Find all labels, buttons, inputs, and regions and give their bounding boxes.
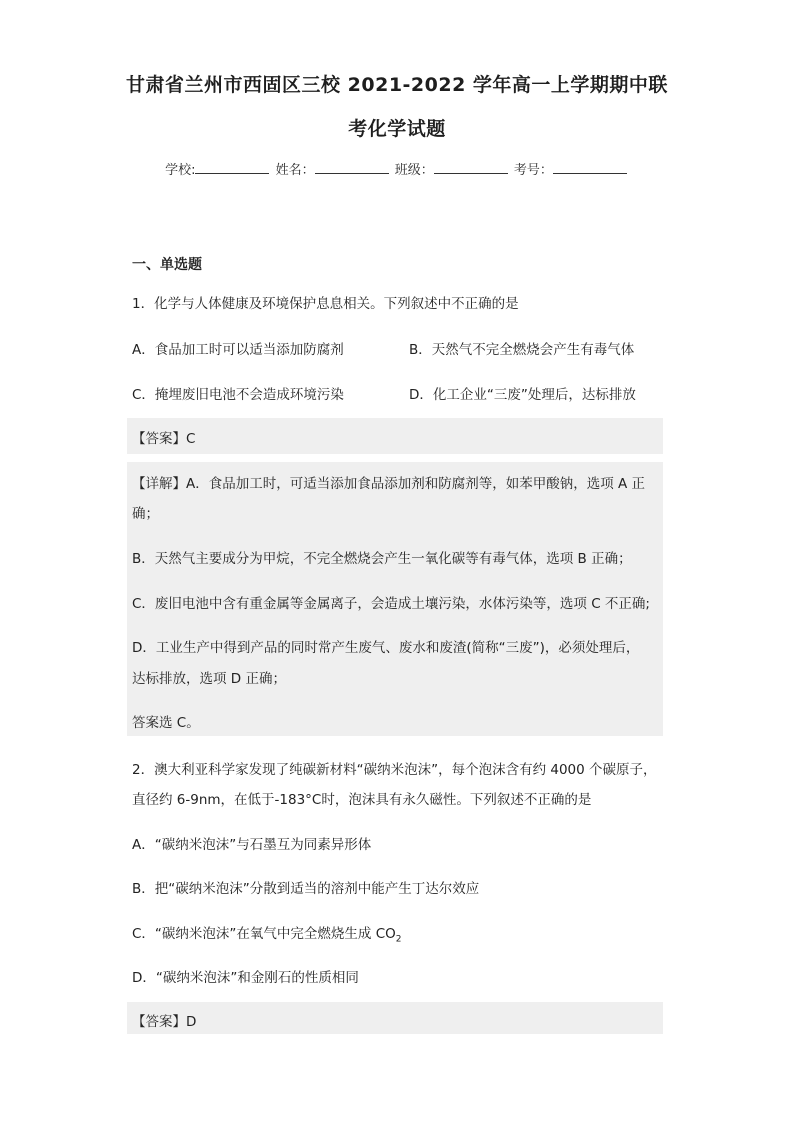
q2-answer-box (127, 1002, 663, 1034)
q1-detail-d-line1: D．工业生产中得到产品的同时常产生废气、废水和废渣(简称“三废”)，必须处理后， (132, 640, 640, 656)
q2-option-d: D．“碳纳米泡沫”和金刚石的性质相同 (132, 970, 359, 986)
q1-detail-d-line2: 达标排放，选项 D 正确； (132, 671, 286, 687)
q1-stem: 1．化学与人体健康及环境保护息息相关。下列叙述中不正确的是 (132, 296, 519, 312)
q1-detail-c: C．废旧电池中含有重金属等金属离子，会造成土壤污染，水体污染等，选项 C 不正确; (132, 596, 650, 612)
q1-detail-a-line1: 【详解】A．食品加工时，可适当添加食品添加剂和防腐剂等，如苯甲酸钠，选项 A 正 (132, 476, 646, 492)
q1-option-c: C．掩埋废旧电池不会造成环境污染 (132, 387, 344, 403)
q2-option-c (132, 922, 402, 945)
q1-conclusion: 答案选 C。 (132, 715, 200, 731)
q1-option-d: D．化工企业“三废”处理后，达标排放 (409, 387, 636, 403)
id-label: 考号： (513, 163, 553, 178)
q1-answer-box (127, 418, 663, 454)
q2-stem-line1: 2．澳大利亚科学家发现了纯碳新材料“碳纳米泡沫”，每个泡沫含有约 4000 个碳原子， (132, 762, 657, 778)
q2-option-c-subscript: 2 (395, 934, 402, 945)
school-label: 学校: (165, 163, 196, 178)
q2-answer: 【答案】D (132, 1014, 197, 1030)
school-blank (195, 161, 269, 174)
q2-option-c-text: C．“碳纳米泡沫”在氧气中完全燃烧生成 CO (132, 926, 396, 942)
class-label: 班级： (394, 163, 434, 178)
name-blank (315, 161, 389, 174)
q1-option-a: A．食品加工时可以适当添加防腐剂 (132, 342, 344, 358)
name-label: 姓名： (275, 163, 315, 178)
q1-answer: 【答案】C (132, 431, 196, 447)
q1-detail-a-line2: 确； (132, 506, 159, 522)
exam-title-line1: 甘肃省兰州市西固区三校 2021-2022 学年高一上学期期中联 (126, 74, 668, 96)
q2-option-b: B．把“碳纳米泡沫”分散到适当的溶剂中能产生丁达尔效应 (132, 881, 480, 897)
q2-stem-line2: 直径约 6-9nm，在低于-183°C时，泡沫具有永久磁性。下列叙述不正确的是 (132, 792, 592, 808)
q2-option-a: A．“碳纳米泡沫”与石墨互为同素异形体 (132, 837, 372, 853)
class-blank (434, 161, 508, 174)
exam-title-line2: 考化学试题 (348, 118, 446, 140)
id-blank (553, 161, 627, 174)
section-heading: 一、单选题 (132, 257, 202, 273)
q1-option-b: B．天然气不完全燃烧会产生有毒气体 (409, 342, 635, 358)
q1-detail-b: B．天然气主要成分为甲烷，不完全燃烧会产生一氧化碳等有毒气体，选项 B 正确； (132, 551, 632, 567)
student-info-row (0, 159, 794, 178)
